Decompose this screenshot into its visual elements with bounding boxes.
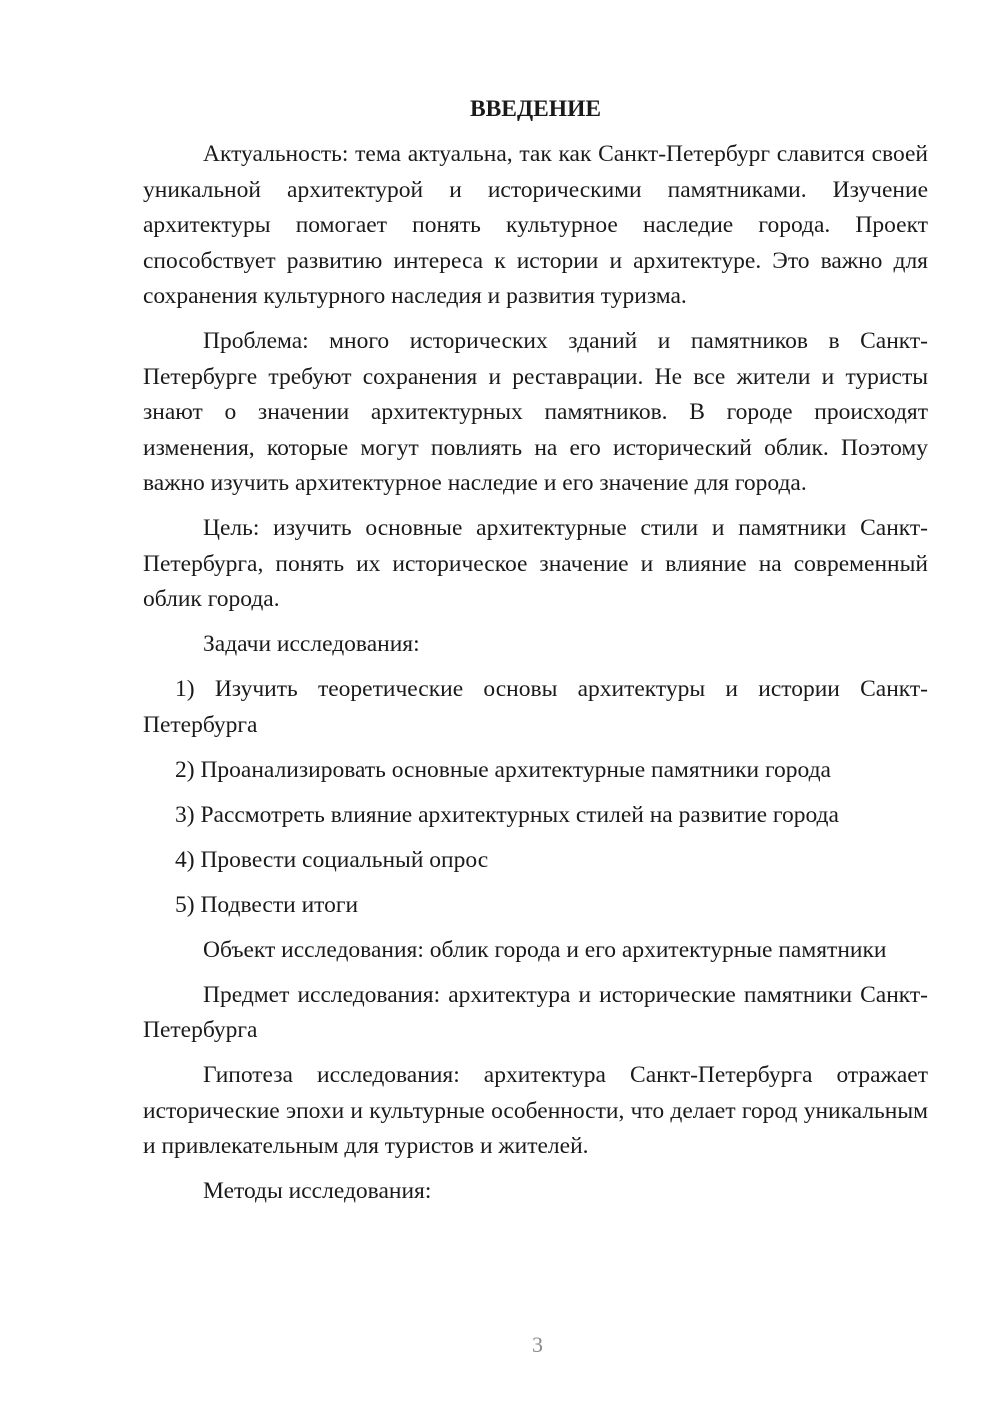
task-item: 3) Рассмотреть влияние архитектурных стилей на развитие города — [175, 801, 839, 828]
task-item: 5) Подвести итоги — [175, 891, 359, 918]
object-paragraph: Объект исследования: облик города и его архитектурные памятники — [203, 936, 887, 963]
hypothesis-paragraph: Гипотеза исследования: архитектура Санкт-Петербурга отражает исторические эпохи и культурные особенности, что делает город уникальным и привлекательным для туристов и жителей. — [143, 1062, 928, 1159]
page-number: 3 — [532, 1332, 543, 1357]
tasks-heading: Задачи исследования: — [203, 631, 420, 657]
section-title: ВВЕДЕНИЕ — [469, 96, 602, 122]
methods-heading: Методы исследования: — [203, 1178, 432, 1204]
task-item: 4) Провести социальный опрос — [175, 846, 489, 873]
problem-paragraph: Проблема: много исторических зданий и памятников в Санкт-Петербурге требуют сохранения и реставрации. Не все жители и туристы знают о значении архитектурных памятников. В городе происходят изменения, которые могут повлиять на его исторический облик. Поэтому важно изучить архитектурное наследие и его значение для города. — [143, 328, 928, 496]
task-item: 2) Проанализировать основные архитектурные памятники города — [175, 756, 831, 783]
page-content — [143, 92, 928, 1219]
task-item: 1) Изучить теоретические основы архитектуры и истории Санкт-Петербурга — [143, 676, 928, 738]
relevance-paragraph: Актуальность: тема актуальна, так как Санкт-Петербург славится своей уникальной архитектурой и историческими памятниками. Изучение архитектуры помогает понять культурное наследие города. Проект способствует развитию интереса к истории и архитектуре. Это важно для сохранения культурного наследия и развития туризма. — [143, 141, 928, 309]
subject-paragraph: Предмет исследования: архитектура и исторические памятники Санкт-Петербурга — [143, 981, 928, 1043]
goal-paragraph: Цель: изучить основные архитектурные стили и памятники Санкт-Петербурга, понять их историческое значение и влияние на современный облик города. — [143, 515, 928, 612]
